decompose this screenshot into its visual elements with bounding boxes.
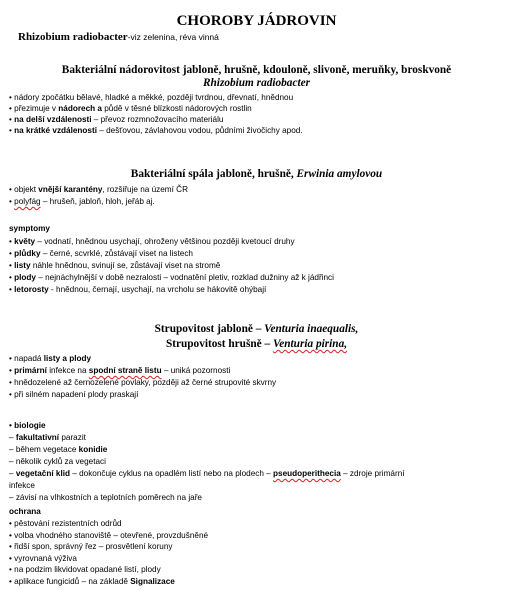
section3-item: • při silném napadení plody praskají: [9, 390, 139, 399]
biology-text: –: [9, 469, 16, 478]
symptom-text: – nejnáchylnější v době nezralosti – vodnatění pletiv, rozklad dužniny až k jádřinci: [36, 273, 334, 282]
section1-text: – dešťovou, závlahovou vodou, půdními živočichy apod.: [96, 126, 303, 135]
section3-heading1-text: Strupovitost jabloně –: [154, 323, 265, 335]
symptom-bold-text: letorosty: [14, 285, 49, 294]
biology-item: [9, 432, 86, 443]
biology-text: –: [9, 433, 16, 442]
section3-bold-text: primární: [14, 366, 47, 375]
section1-text: •: [9, 115, 15, 124]
biology-item: – několik cyklů za vegetaci: [9, 457, 106, 466]
section1-text: • přezimuje v: [9, 104, 59, 113]
symptom-bold-text: plůdky: [14, 249, 41, 258]
symptom-text: – vodnatí, hnědnou usychají, ohroženy většinou později kvetoucí druhy: [35, 237, 295, 246]
section3-item: [9, 353, 91, 364]
rhizobium-name: Rhizobium radiobacter: [18, 31, 128, 43]
symptom-text: •: [9, 261, 15, 270]
protection-item: • řidší spon, správný řez – prosvětlení koruny: [9, 542, 173, 551]
symptom-text: •: [9, 273, 15, 282]
protection-bold-text: Signalizace: [130, 576, 175, 586]
symptom-text: - hnědnou, černají, usychají, na vrcholu se hákovitě ohýbají: [48, 285, 267, 294]
section3-heading2-text: Strupovitost hrušně –: [165, 338, 273, 350]
section3-text: – uniká pozornosti: [161, 366, 231, 375]
biology-label: • biologie: [9, 421, 46, 430]
section1-bold-text: nádorech a: [58, 104, 102, 113]
protection-item: • vyrovnaná výživa: [9, 553, 77, 563]
symptom-bold-text: listy: [14, 261, 31, 270]
protection-label: ochrana: [9, 507, 41, 516]
section3-text: infekce na: [46, 366, 89, 375]
biology-bold-term: pseudoperithecia: [273, 469, 341, 478]
symptom-item: [9, 236, 295, 247]
rhizobium-note: -viz zelenina, réva vinná: [127, 32, 219, 42]
section1-item: [9, 114, 224, 125]
biology-bold-text: konidie: [78, 445, 108, 454]
section3-heading2: [0, 338, 513, 351]
section1-heading-latin: [0, 77, 513, 90]
section1-text: půdě v těsné blízkosti nádorových rostlin: [101, 104, 252, 113]
biology-text: parazit: [59, 433, 86, 442]
section1-bold-text: na delší vzdálenosti: [14, 115, 92, 124]
section2-underlined-term: polyfág: [14, 197, 41, 206]
symptom-item: [9, 260, 220, 271]
biology-item: [9, 444, 107, 455]
biology-item: – závisí na vlhkostních a teplotních poměrech na jaře: [9, 493, 202, 502]
biology-bold-text: vegetační klid: [15, 469, 70, 478]
protection-item: • volba vhodného stanoviště – otevřené, provzdušněné: [9, 530, 209, 540]
section3-text: • napadá: [9, 354, 44, 363]
symptom-bold-text: květy: [14, 237, 36, 246]
section3-text: •: [9, 366, 15, 375]
protection-item: • pěstování rezistentních odrůd: [9, 519, 122, 528]
section2-heading: [0, 168, 513, 181]
biology-item: [9, 468, 405, 479]
section2-text: , rozšiřuje na území ČR: [102, 185, 188, 194]
section2-text: •: [9, 197, 15, 206]
section3-item: • hnědozelené až černozelené povlaky, později až černé strupovité skvrny: [9, 378, 277, 387]
biology-text: – během vegetace: [9, 445, 79, 454]
section3-heading1: [0, 323, 513, 336]
section2-latin-name: Erwinia amylovou: [296, 168, 383, 180]
protection-text: • aplikace fungicidů – na základě: [9, 576, 131, 586]
symptom-text: – černé, scvrklé, zůstávají viset na listech: [40, 249, 193, 258]
section1-bold-text: na krátké vzdálenosti: [14, 126, 97, 135]
protection-item: [9, 576, 175, 587]
biology-text: – zdroje primární: [340, 469, 405, 478]
protection-item: • na podzim likvidovat opadané listí, plody: [9, 565, 161, 574]
symptom-text: náhle hnědnou, svinují se, zůstávají viset na stromě: [30, 261, 221, 270]
section3-latin1: Venturia inaequalis,: [264, 323, 359, 335]
biology-bold-text: fakultativní: [15, 433, 60, 442]
section1-heading: Bakteriální nádorovitost jabloně, hrušně, kdouloně, slivoně, meruňky, broskvoně: [61, 64, 452, 76]
section1-item: • nádory zpočátku bělavé, hladké a měkké, později tvrdnou, dřevnatí, hnědnou: [9, 93, 294, 102]
section1-item: [9, 103, 252, 114]
section3-bold-text: listy a plody: [43, 354, 92, 363]
symptom-text: •: [9, 285, 15, 294]
symptom-item: [9, 248, 193, 259]
section2-text: – hrušeň, jabloň, hloh, jeřáb aj.: [40, 197, 155, 206]
biology-item: infekce: [9, 481, 35, 490]
section1-latin-name: Rhizobium radiobacter: [202, 77, 311, 89]
section2-bold-text: vnější karantény: [38, 185, 103, 194]
rhizobium-line: [18, 32, 219, 43]
symptom-text: •: [9, 237, 15, 246]
section2-text: • objekt: [9, 185, 39, 194]
page-title: CHOROBY JÁDROVIN: [176, 13, 337, 29]
section1-text: – převoz rozmnožovacího materiálu: [91, 115, 224, 124]
section3-bold-term: spodní straně listu: [88, 366, 162, 375]
symptom-text: •: [9, 249, 15, 258]
symptom-item: [9, 284, 266, 295]
section1-item: [9, 125, 303, 136]
section2-item: [9, 196, 155, 207]
biology-text: – dokončuje cyklus na opadlém listí nebo na plodech –: [70, 469, 274, 478]
section2-heading-text: Bakteriální spála jabloně, hrušně,: [130, 168, 297, 180]
section3-item: [9, 365, 230, 376]
section2-item: [9, 184, 188, 195]
symptoms-label: symptomy: [9, 224, 50, 233]
symptom-item: [9, 272, 334, 283]
symptom-bold-text: plody: [14, 273, 36, 282]
section1-text: •: [9, 126, 15, 135]
section3-latin2: Venturia pirina,: [272, 338, 348, 350]
